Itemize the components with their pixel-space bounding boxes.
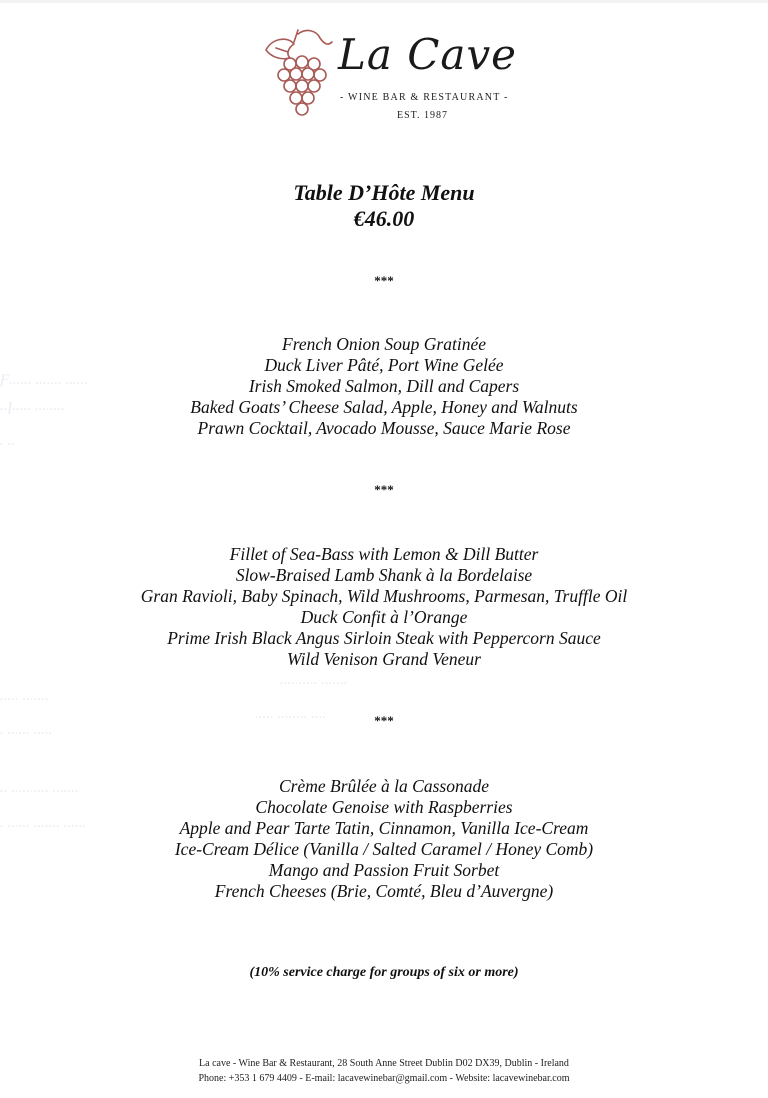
grape-bunch-icon bbox=[258, 28, 338, 118]
starter-item: Irish Smoked Salmon, Dill and Capers bbox=[248, 376, 520, 396]
service-charge-note: (10% service charge for groups of six or more) bbox=[249, 965, 519, 980]
logo-wordmark: La Cave bbox=[338, 30, 518, 79]
show-through-text: . ...... ....... ...... bbox=[0, 815, 87, 831]
starter-item: Prawn Cocktail, Avocado Mousse, Sauce Marie Rose bbox=[197, 418, 571, 438]
starter-item: Duck Liver Pâté, Port Wine Gelée bbox=[264, 355, 504, 375]
show-through-text: .. .......... ....... bbox=[0, 780, 79, 796]
desserts-list bbox=[0, 776, 768, 902]
dessert-item: Mango and Passion Fruit Sorbet bbox=[268, 860, 500, 880]
menu-title: Table D’Hôte Menu bbox=[293, 180, 475, 205]
main-item: Prime Irish Black Angus Sirloin Steak with Peppercorn Sauce bbox=[167, 628, 601, 648]
logo-established: EST. 1987 bbox=[396, 110, 449, 121]
dessert-item: Ice-Cream Délice (Vanilla / Salted Caramel / Honey Comb) bbox=[174, 839, 594, 859]
section-separator: *** bbox=[374, 482, 394, 497]
mains-list bbox=[0, 544, 768, 670]
section-separator: *** bbox=[374, 273, 394, 288]
footer-address: La cave - Wine Bar & Restaurant, 28 South Anne Street Dublin D02 DX39, Dublin - Ireland bbox=[199, 1058, 569, 1069]
main-item: Slow-Braised Lamb Shank à la Bordelaise bbox=[235, 565, 533, 585]
show-through-text: Ƒ...... ....... ...... bbox=[0, 372, 88, 388]
menu-header bbox=[0, 180, 768, 232]
main-item: Duck Confit à l’Orange bbox=[300, 607, 468, 627]
show-through-text: ..ꞁ..... ........ bbox=[0, 398, 65, 414]
section-separator: *** bbox=[374, 713, 394, 728]
dessert-item: Crème Brûlée à la Cassonade bbox=[279, 776, 489, 796]
main-item: Fillet of Sea-Bass with Lemon & Dill Butter bbox=[229, 544, 539, 564]
starters-list bbox=[0, 334, 768, 439]
restaurant-logo bbox=[258, 28, 518, 128]
dessert-item: French Cheeses (Brie, Comté, Bleu d’Auvergne) bbox=[214, 881, 554, 901]
footer-contact: Phone: +353 1 679 4409 - E-mail: lacavewinebar@gmail.com - Website: lacavewinebar.com bbox=[198, 1073, 570, 1084]
page-top-edge bbox=[0, 0, 768, 3]
show-through-text: . ...... ..... bbox=[0, 722, 53, 738]
show-through-text: . .. bbox=[0, 433, 15, 449]
main-item: Gran Ravioli, Baby Spinach, Wild Mushrooms, Parmesan, Truffle Oil bbox=[140, 586, 628, 606]
menu-price: €46.00 bbox=[353, 206, 415, 231]
dessert-item: Chocolate Genoise with Raspberries bbox=[255, 797, 513, 817]
show-through-text: ..... ....... bbox=[0, 688, 49, 704]
main-item: Wild Venison Grand Veneur bbox=[287, 649, 481, 669]
show-through-text: .......... ....... bbox=[280, 672, 348, 688]
page-footer bbox=[0, 1056, 768, 1086]
starter-item: Baked Goats’ Cheese Salad, Apple, Honey and Walnuts bbox=[190, 397, 578, 417]
starter-item: French Onion Soup Gratinée bbox=[282, 334, 486, 354]
dessert-item: Apple and Pear Tarte Tatin, Cinnamon, Vanilla Ice-Cream bbox=[179, 818, 589, 838]
logo-tagline: - WINE BAR & RESTAURANT - bbox=[340, 92, 509, 103]
show-through-text: ..... ........ .... bbox=[255, 706, 327, 722]
